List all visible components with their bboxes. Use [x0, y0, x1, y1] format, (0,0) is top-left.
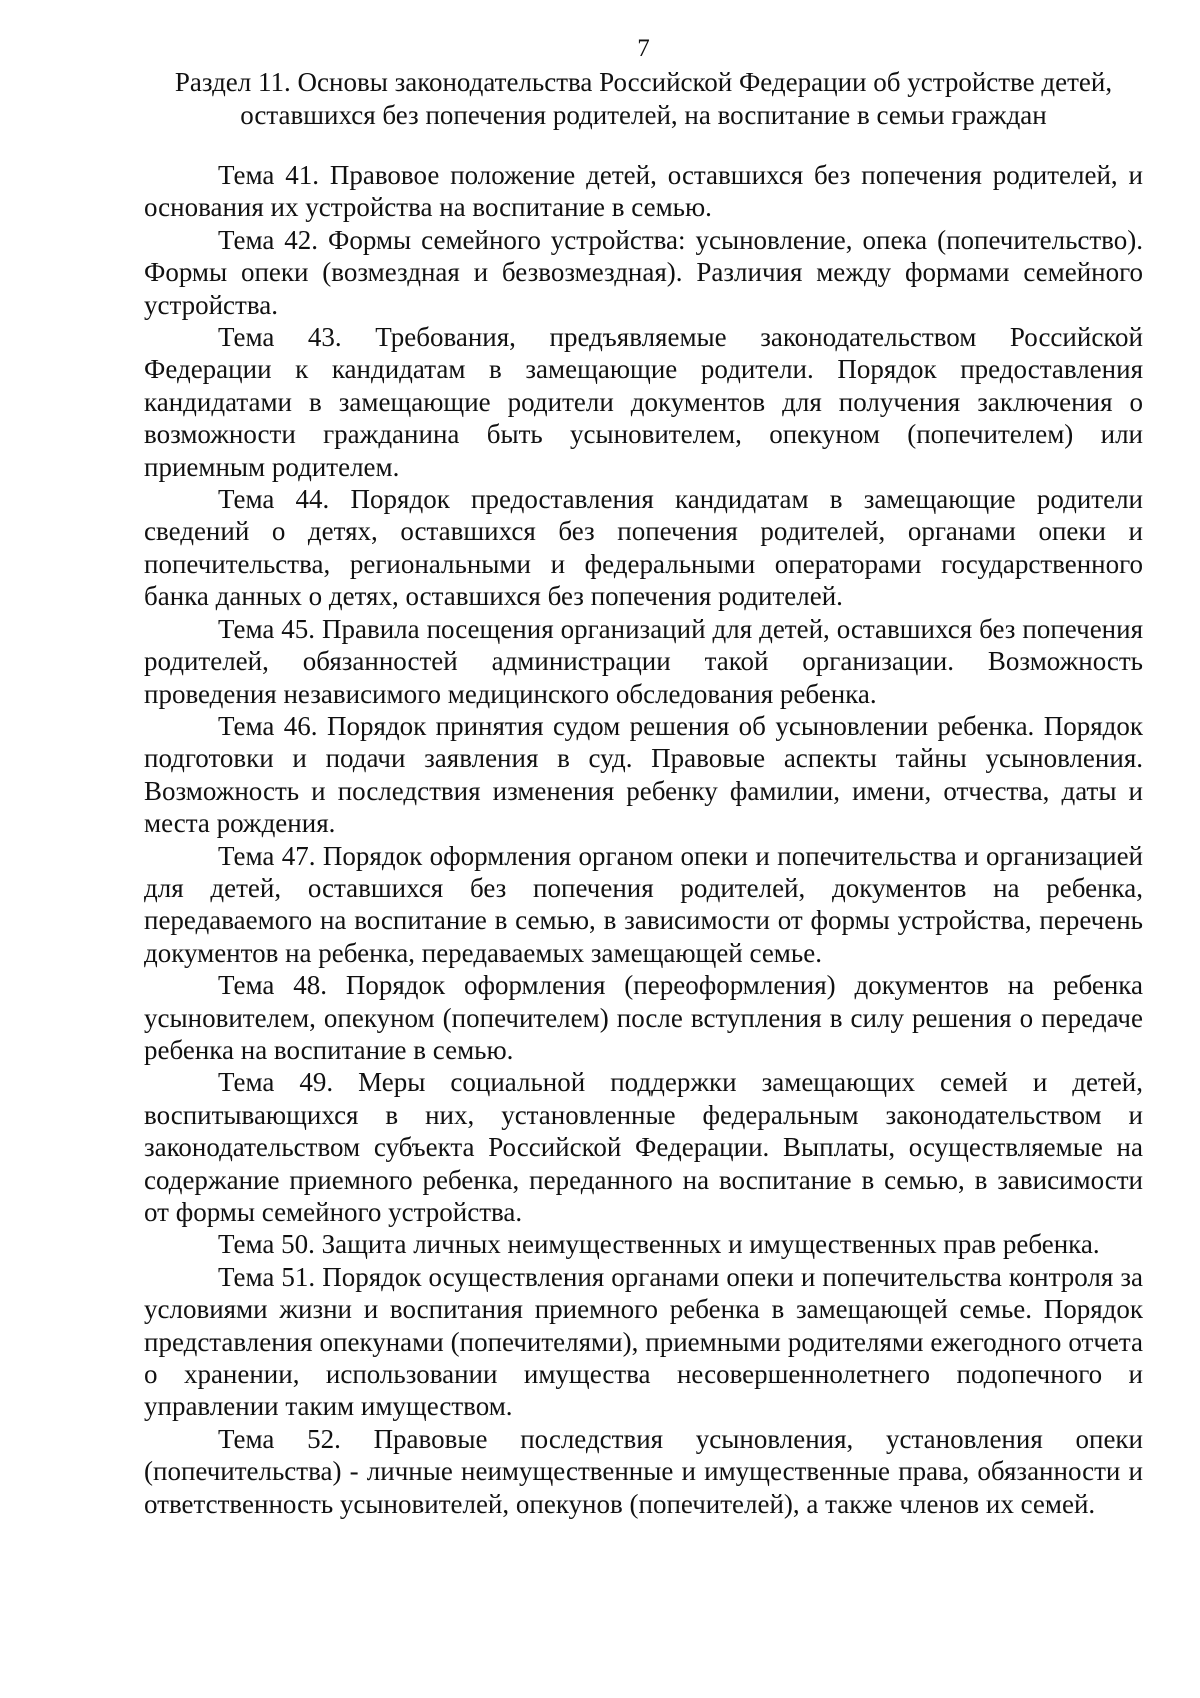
topic-45: Тема 45. Правила посещения организаций для детей, оставшихся без попечения родителей, обязанностей администрации такой организации. Возможность проведения независимого медицинского обследования ребенка.: [144, 613, 1143, 709]
topic-41: Тема 41. Правовое положение детей, оставшихся без попечения родителей, и основания их устройства на воспитание в семью.: [144, 160, 1143, 223]
topic-48: Тема 48. Порядок оформления (переоформления) документов на ребенка усыновителем, опекуном (попечителем) после вступления в силу решения о передаче ребенка на воспитание в семью.: [144, 970, 1143, 1065]
topic-list: [144, 159, 1143, 1520]
section-title: [144, 66, 1143, 132]
topic-44: Тема 44. Порядок предоставления кандидатам в замещающие родители сведений о детях, оставшихся без попечения родителей, органами опеки и попечительства, региональными и федеральными операторами государственного банка данных о детях, оставшихся без попечения родителей.: [144, 484, 1143, 612]
topic-50: Тема 50. Защита личных неимущественных и имущественных прав ребенка.: [218, 1229, 1100, 1260]
topic-42: Тема 42. Формы семейного устройства: усыновление, опека (попечительство). Формы опеки (возмездная и безвозмездная). Различия между формами семейного устройства.: [144, 224, 1143, 320]
section-title-line-2: оставшихся без попечения родителей, на воспитание в семьи граждан: [240, 100, 1047, 130]
document-page: [144, 34, 1143, 1520]
topic-51: Тема 51. Порядок осуществления органами опеки и попечительства контроля за условиями жизни и воспитания приемного ребенка в замещающей семье. Порядок представления опекунами (попечителями), приемными родителями ежегодного отчета о хранении, использовании имущества несовершеннолетнего подопечного и управлении таким имуществом.: [144, 1261, 1143, 1422]
topic-46: Тема 46. Порядок принятия судом решения об усыновлении ребенка. Порядок подготовки и подачи заявления в суд. Правовые аспекты тайны усыновления. Возможность и последствия изменения ребенку фамилии, имени, отчества, даты и места рождения.: [144, 710, 1143, 839]
section-title-line-1: Раздел 11. Основы законодательства Российской Федерации об устройстве детей,: [174, 67, 1113, 97]
topic-49: Тема 49. Меры социальной поддержки замещающих семей и детей, воспитывающихся в них, установленные федеральным законодательством и законодательством субъекта Российской Федерации. Выплаты, осуществляемые на содержание приемного ребенка, переданного на воспитание в семью, в зависимости от формы семейного устройства.: [144, 1067, 1143, 1227]
topic-43: Тема 43. Требования, предъявляемые законодательством Российской Федерации к кандидатам в замещающие родители. Порядок предоставления кандидатами в замещающие родители документов для получения заключения о возможности гражданина быть усыновителем, опекуном (попечителем) или приемным родителем.: [144, 322, 1143, 482]
topic-47: Тема 47. Порядок оформления органом опеки и попечительства и организацией для детей, оставшихся без попечения родителей, документов на ребенка, передаваемого на воспитание в семью, в зависимости от формы устройства, перечень документов на ребенка, передаваемых замещающей семье.: [144, 840, 1143, 968]
page-number: 7: [637, 35, 650, 62]
topic-52: Тема 52. Правовые последствия усыновления, установления опеки (попечительства) - личные неимущественные и имущественные права, обязанности и ответственность усыновителей, опекунов (попечителей), а также членов их семей.: [144, 1423, 1143, 1519]
